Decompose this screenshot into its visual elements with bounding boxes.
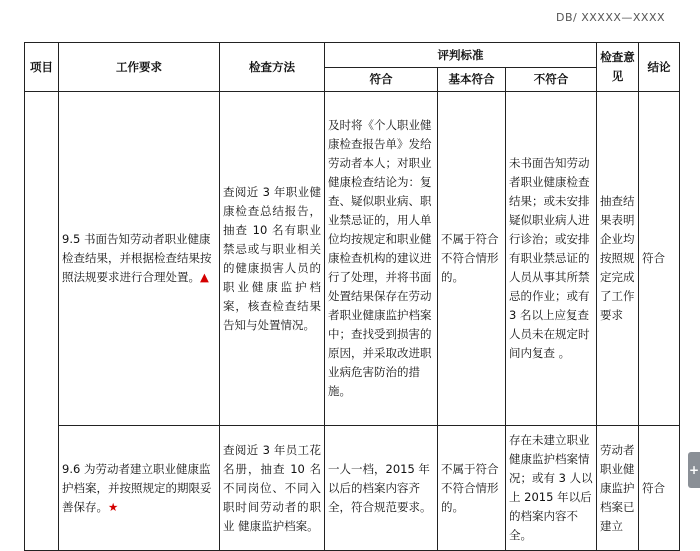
document-code: DB/ XXXXX—XXXX xyxy=(556,11,666,24)
header-method: 检查方法 xyxy=(220,43,325,92)
header-noncomply: 不符合 xyxy=(506,68,597,92)
header-criteria: 评判标准 xyxy=(325,43,597,68)
header-requirement: 工作要求 xyxy=(59,43,220,92)
basic-cell: 不属于符合不符合情形的。 xyxy=(438,92,506,426)
noncomply-cell: 存在未建立职业健康监护档案情况；或有 3 人以上 2015 年以后的档案内容不全。 xyxy=(506,426,597,551)
table-row xyxy=(25,426,680,551)
triangle-marker-icon: ▲ xyxy=(200,270,209,284)
plus-icon: + xyxy=(688,463,700,477)
requirement-cell xyxy=(59,426,220,551)
method-cell: 查阅近 3 年员工花名册，抽查 10 名不同岗位、不同入职时间劳动者的职业 健康监护档案。 xyxy=(220,426,325,551)
evaluation-table xyxy=(24,42,680,551)
item-cell xyxy=(25,92,59,551)
comply-cell: 一人一档，2015 年以后的档案内容齐全，符合规范要求。 xyxy=(325,426,438,551)
table-row xyxy=(25,92,680,426)
header-opinion: 检查意见 xyxy=(597,43,639,92)
noncomply-cell: 未书面告知劳动者职业健康检查结果；或未安排疑似职业病人进行诊治；或安排有职业禁忌证的人员从事其所禁忌的作业；或有 3 名以上应复查人员未在规定时间内复查 。 xyxy=(506,92,597,426)
basic-cell: 不属于符合不符合情形的。 xyxy=(438,426,506,551)
requirement-cell xyxy=(59,92,220,426)
requirement-text: 9.6 为劳动者建立职业健康监护档案，并按照规定的期限妥善保存。 xyxy=(62,461,212,514)
star-marker-icon: ★ xyxy=(108,499,119,514)
header-comply: 符合 xyxy=(325,68,438,92)
conclusion-cell: 符合 xyxy=(639,426,680,551)
opinion-cell: 劳动者职业健康监护档案已建立 xyxy=(597,426,639,551)
side-expand-handle[interactable] xyxy=(688,452,700,488)
header-row-1 xyxy=(25,43,680,68)
conclusion-cell: 符合 xyxy=(639,92,680,426)
comply-cell: 及时将《个人职业健康检查报告单》发给劳动者本人；对职业健康检查结论为：复查、疑似职业病、职业禁忌证的，用人单位均按规定和职业健康检查机构的建议进行了处理，并将书面处置结果保存在劳动者职业健康监护档案中；查找受到损害的原因，并采取改进职业病危害防治的措施。 xyxy=(325,92,438,426)
header-basic: 基本符合 xyxy=(438,68,506,92)
method-cell: 查阅近 3 年职业健康检查总结报告，抽查 10 名有职业禁忌或与职业相关的健康损害人员的职业健康监护档案，核查检查结果告知与处置情况。 xyxy=(220,92,325,426)
requirement-text: 9.5 书面告知劳动者职业健康检查结果，并根据检查结果按照法规要求进行合理处置。 xyxy=(62,232,212,284)
header-conclusion: 结论 xyxy=(639,43,680,92)
header-item: 项目 xyxy=(25,43,59,92)
opinion-cell: 抽查结果表明企业均按照规定完成了工作要求 xyxy=(597,92,639,426)
